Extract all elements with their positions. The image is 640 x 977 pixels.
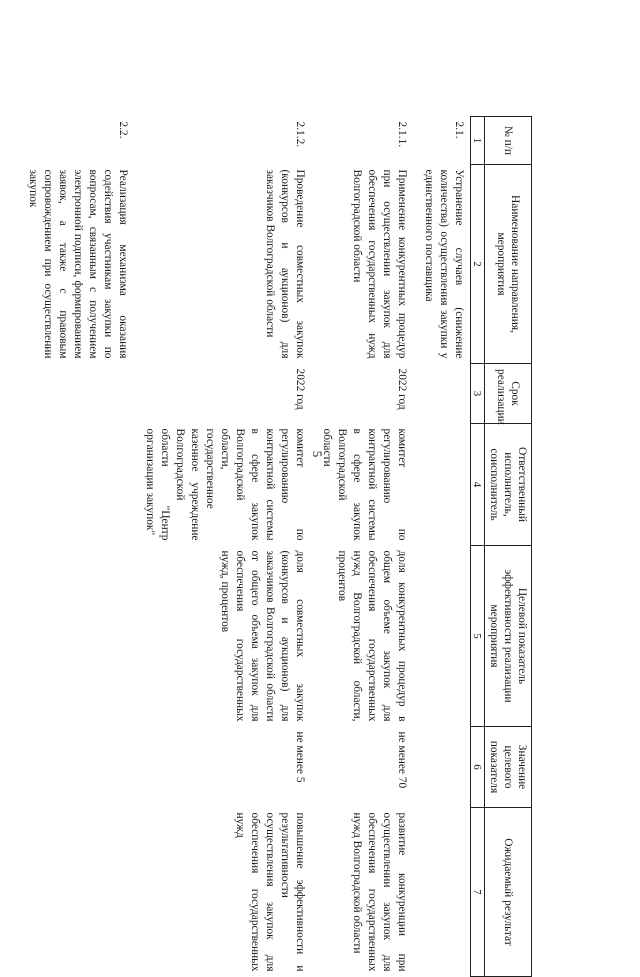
row-executor: комитет по регулированию контрактной системы в сфере закупок Волгоградской области bbox=[321, 428, 408, 541]
row-indicator: доля конкурентных процедур в общем объеме закупок для обеспечения государственных нужд Волгоградской области, процентов bbox=[336, 550, 408, 722]
header-result: Ожидаемый результат bbox=[485, 808, 532, 977]
table-row bbox=[419, 117, 471, 977]
page-number: 5 bbox=[310, 450, 325, 458]
header-indicator: Целевой показатель эффективности реализации мероприятия bbox=[485, 546, 532, 727]
row-executor bbox=[23, 424, 140, 546]
table-header-row bbox=[485, 117, 532, 977]
row-indicator bbox=[419, 546, 471, 727]
row-result bbox=[23, 808, 140, 977]
row-name: Применение конкурентных процедур при осуществлении закупок для обеспечения государственных нужд Волгоградской области bbox=[351, 169, 408, 359]
row-number: 2.1. bbox=[453, 121, 465, 139]
row-number: 2.1.1. bbox=[396, 121, 408, 148]
table-row bbox=[317, 117, 419, 977]
row-value: не менее 5 bbox=[294, 731, 306, 783]
column-number: 1 bbox=[471, 117, 485, 165]
header-number: № п/п bbox=[485, 117, 532, 165]
row-indicator bbox=[23, 546, 140, 727]
column-number: 5 bbox=[471, 546, 485, 727]
table-row bbox=[140, 117, 317, 977]
row-name: Устранение случаев (снижение количества) осуществления закупки у единственного поставщика bbox=[423, 169, 465, 359]
row-result bbox=[419, 808, 471, 977]
row-value: не менее 70 bbox=[396, 731, 408, 789]
row-term: 2022 год bbox=[294, 368, 306, 410]
measures-table bbox=[23, 116, 532, 977]
column-number: 4 bbox=[471, 424, 485, 546]
column-number: 6 bbox=[471, 727, 485, 808]
row-term: 2022 год bbox=[396, 368, 408, 410]
row-result: повышение эффективности и результативности осуществления закупок для обеспечения государственных нужд bbox=[234, 812, 306, 972]
header-executor: Ответственный исполнитель, соисполнитель bbox=[485, 424, 532, 546]
row-result: развитие конкуренции при осуществлении закупок для обеспечения государственных нужд Волгоградской области bbox=[351, 812, 408, 972]
document-table-frame bbox=[0, 116, 532, 976]
row-value bbox=[23, 727, 140, 808]
column-number-row bbox=[471, 117, 485, 977]
row-name: Реализация механизма оказания содействия участникам закупки по вопросам, связанным с получением электронной подписи, формированием заявок, а также с правовым сопровождением при осуществлении закупок bbox=[27, 169, 129, 359]
row-number: 2.1.2. bbox=[294, 121, 306, 148]
column-number: 2 bbox=[471, 165, 485, 364]
header-value: Значение целевого показателя bbox=[485, 727, 532, 808]
header-name: Наименование направления, мероприятия bbox=[485, 165, 532, 364]
row-executor: комитет по регулированию контрактной системы в сфере закупок Волгоградской области, государственное казенное учреждение Волгоградской области "Центр организации закупок" bbox=[144, 428, 306, 541]
row-number: 2.2. bbox=[117, 121, 129, 139]
row-value bbox=[419, 727, 471, 808]
row-term bbox=[23, 364, 140, 424]
header-term: Срок реализации bbox=[485, 364, 532, 424]
column-number: 7 bbox=[471, 808, 485, 977]
row-executor bbox=[419, 424, 471, 546]
row-indicator: доля совместных закупок (конкурсов и аукционов) для заказчиков Волгоградской области от общего объема закупок для обеспечения государственных нужд, процентов bbox=[219, 550, 306, 722]
table-row bbox=[23, 117, 140, 977]
column-number: 3 bbox=[471, 364, 485, 424]
row-name: Проведение совместных закупок (конкурсов и аукционов) для заказчиков Волгоградской области bbox=[264, 169, 306, 359]
row-term bbox=[419, 364, 471, 424]
